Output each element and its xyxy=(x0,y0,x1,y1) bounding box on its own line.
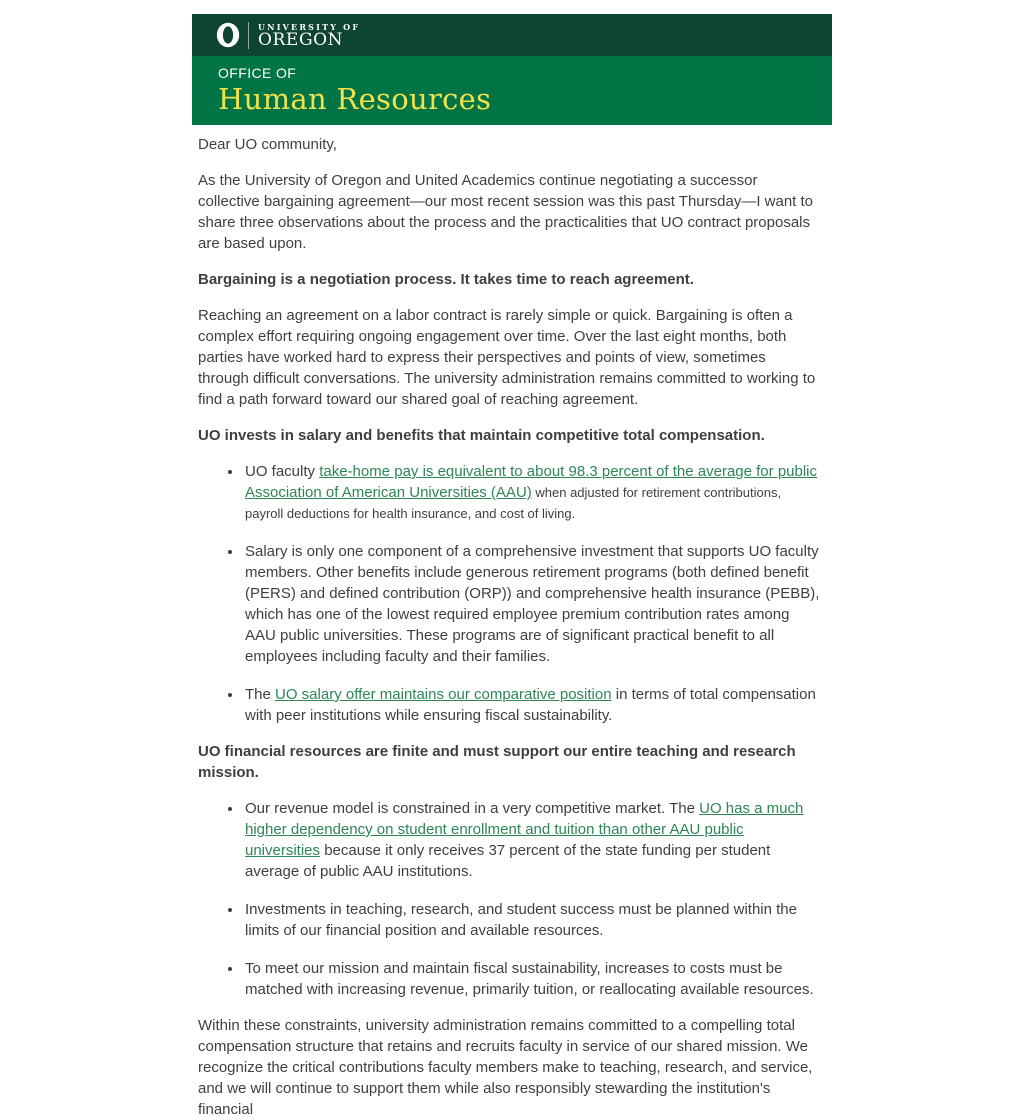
invest-bullet-list xyxy=(198,461,820,726)
message-body xyxy=(192,125,832,1120)
closing-paragraph: Within these constraints, university administration remains committed to a compelling total compensation structure that retains and recruits faculty in service of our shared mission. We recognize the critical contributions faculty members make to teaching, research, and service, and we will continue to support them while also responsibly stewarding the institution's financial xyxy=(198,1017,813,1118)
list-item xyxy=(243,684,820,726)
list-item xyxy=(243,798,820,882)
bullet-text: The xyxy=(245,686,276,703)
email-container xyxy=(192,14,832,1120)
bullet-text: because it only receives 37 percent of the state funding per student average of public AAU institutions. xyxy=(245,842,771,880)
uo-logo-bar xyxy=(192,14,832,56)
logo-oregon: OREGON xyxy=(258,29,344,50)
list-item xyxy=(243,958,820,1000)
department-banner xyxy=(192,56,832,125)
bullet-text: To meet our mission and maintain fiscal sustainability, increases to costs must be matched with increasing revenue, primarily tuition, or reallocating available resources. xyxy=(245,960,814,998)
section-heading-financial: UO financial resources are finite and must support our entire teaching and research mission. xyxy=(198,743,796,781)
list-item xyxy=(243,899,820,941)
salutation: Dear UO community, xyxy=(198,136,337,153)
link-tuition-dependency[interactable]: UO has a much higher dependency on student enrollment and tuition than other AAU public universities xyxy=(245,800,804,859)
bullet-text: Our revenue model is constrained in a very competitive market. The xyxy=(245,800,700,817)
uo-o-logo-icon xyxy=(216,22,240,48)
logo-university-of: UNIVERSITY OF xyxy=(258,21,361,32)
intro-paragraph: As the University of Oregon and United Academics continue negotiating a successor collective bargaining agreement—our most recent session was this past Thursday—I want to share three observations about the process and the practicalities that UO contract proposals are based upon. xyxy=(198,172,814,252)
bargaining-paragraph: Reaching an agreement on a labor contract is rarely simple or quick. Bargaining is often a complex effort requiring ongoing engagement over time. Over the last eight months, both parties have worked hard to express their perspectives and points of view, sometimes through difficult conversations. The university administration remains committed to working to find a path forward toward our shared goal of reaching agreement. xyxy=(198,307,816,408)
section-heading-invest: UO invests in salary and benefits that maintain competitive total compensation. xyxy=(198,427,765,444)
bullet-text: Salary is only one component of a comprehensive investment that supports UO faculty members. Other benefits include generous retirement programs (both defined benefit (PERS) and defined contribution (ORP)) and comprehensive health insurance (PEBB), which has one of the lowest required employee premium contribution rates among AAU public universities. These programs are of significant practical benefit to all employees including faculty and their families. xyxy=(245,543,820,665)
banner-office-of: OFFICE OF xyxy=(218,65,297,81)
section-heading-bargaining: Bargaining is a negotiation process. It takes time to reach agreement. xyxy=(198,271,694,288)
link-salary-offer[interactable]: UO salary offer maintains our comparative position xyxy=(275,686,612,703)
logo-divider xyxy=(248,22,249,49)
uo-wordmark xyxy=(258,22,360,49)
banner-department-name: Human Resources xyxy=(218,82,492,116)
list-item xyxy=(243,541,820,667)
financial-bullet-list xyxy=(198,798,820,1000)
bullet-text: Investments in teaching, research, and student success must be planned within the limits of our financial position and available resources. xyxy=(245,901,797,939)
bullet-text: in terms of total compensation with peer institutions while ensuring fiscal sustainability. xyxy=(245,686,816,724)
list-item xyxy=(243,461,820,524)
link-take-home-pay[interactable]: take-home pay is equivalent to about 98.3 percent of the average for public Association of American Universities (AAU) xyxy=(245,463,818,501)
bullet-text: UO faculty xyxy=(245,463,320,480)
bullet-text-small: when adjusted for retirement contributions, payroll deductions for health insurance, and cost of living. xyxy=(245,485,782,521)
